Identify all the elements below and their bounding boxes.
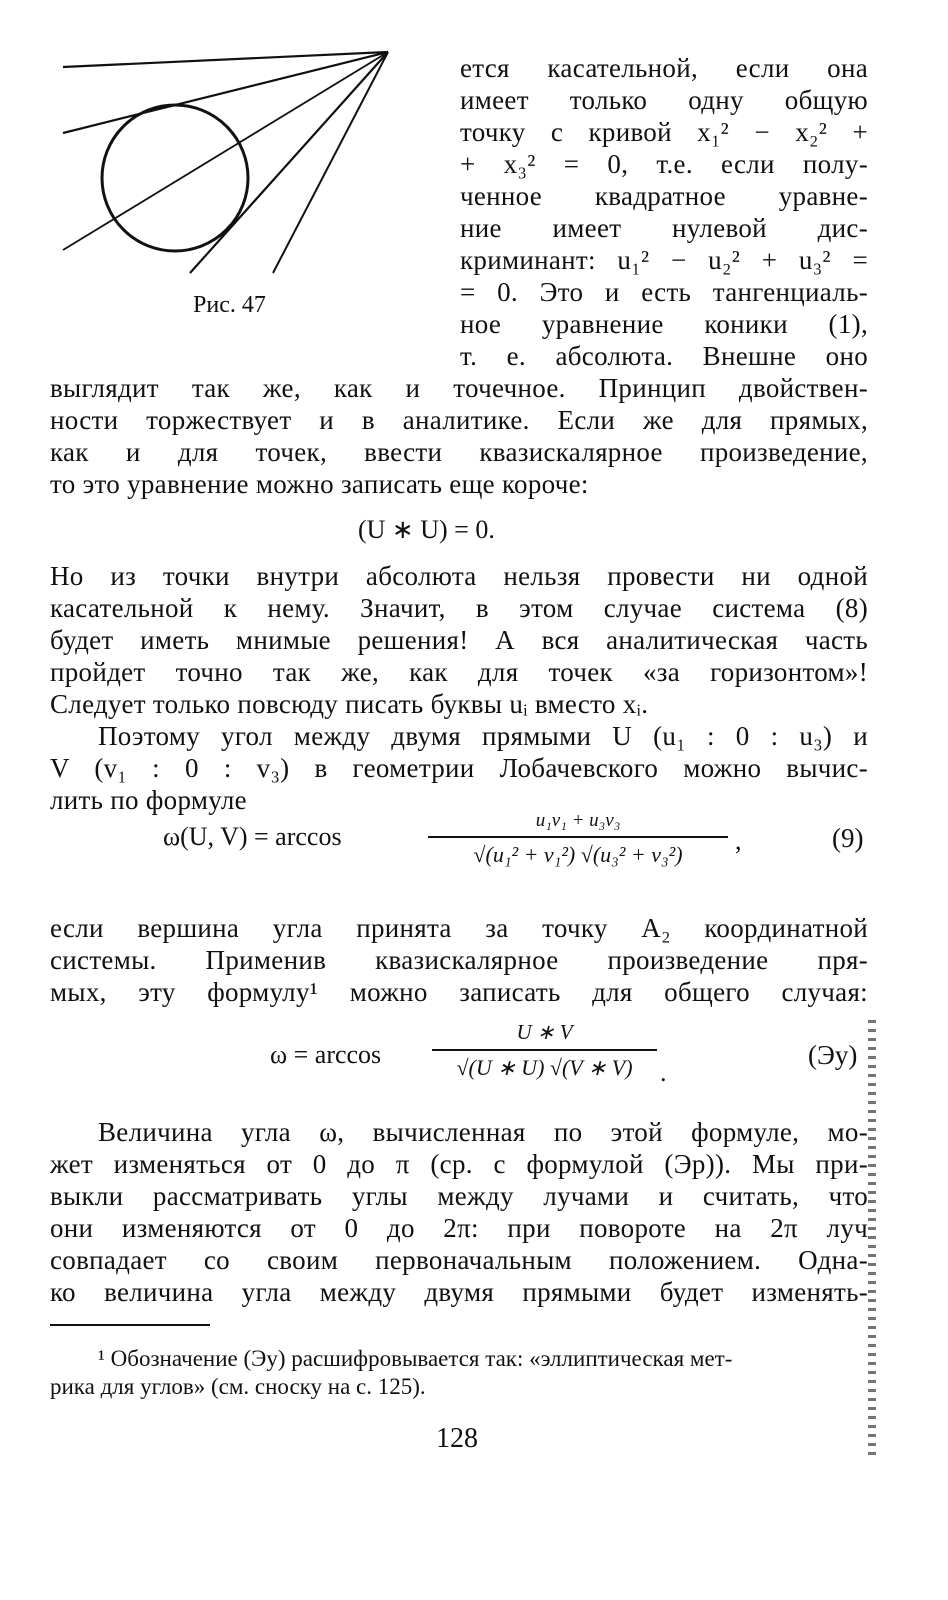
text-line: если вершина угла принята за точку A₂ координатной xyxy=(50,913,868,943)
text-line: системы. Применив квазискалярное произведение пря- xyxy=(50,945,868,975)
figure-caption: Рис. 47 xyxy=(193,292,266,318)
text-line: выкли рассматривать углы между лучами и считать, что xyxy=(50,1181,868,1211)
equation-9-comma: , xyxy=(735,826,742,855)
text-line: Но из точки внутри абсолюта нельзя провести ни одной xyxy=(50,561,868,591)
text-line: ченное квадратное уравне- xyxy=(460,181,868,211)
text-line: Величина угла ω, вычисленная по этой формуле, мо- xyxy=(98,1117,868,1147)
text-line: лить по формуле xyxy=(50,785,247,815)
text-line: то это уравнение можно записать еще короче: xyxy=(50,469,589,499)
text-line: ние имеет нулевой дис- xyxy=(460,213,868,243)
figure-secant-line xyxy=(63,52,388,250)
text-line: касательной к нему. Значит, в этом случае система (8) xyxy=(50,593,868,623)
text-line: т. е. абсолюта. Внешне оно xyxy=(460,341,868,371)
equation-9-numerator: u₁v₁ + u₃v₃ xyxy=(535,810,621,831)
equation-9-fraction xyxy=(428,810,728,868)
scan-edge-artifact xyxy=(868,1020,876,1460)
text-line: Поэтому угол между двумя прямыми U (u₁ : 0 : u₃) и xyxy=(98,721,868,751)
text-line: имеет только одну общую xyxy=(460,85,868,115)
equation-9-denominator: √(u₁² + v₁²) √(u₃² + v₃²) xyxy=(473,842,683,867)
text-line: V (v₁ : 0 : v₃) в геометрии Лобачевского можно вычис- xyxy=(50,753,868,783)
text-line: ное уравнение коники (1), xyxy=(460,309,868,339)
text-line: ности торжествует и в аналитике. Если же для прямых, xyxy=(50,405,868,435)
equation-eu-fraction xyxy=(432,1020,657,1081)
equation-eu-label: (Эу) xyxy=(808,1040,858,1070)
fraction-bar xyxy=(432,1049,657,1051)
text-line: как и для точек, ввести квазискалярное произведение, xyxy=(50,437,868,467)
figure-47 xyxy=(55,45,400,285)
text-line: ется касательной, если она xyxy=(460,53,868,83)
fraction-bar xyxy=(428,836,728,838)
figure-tangent-line-lower xyxy=(190,52,388,273)
text-line: мых, эту формулу¹ можно записать для общего случая: xyxy=(50,977,868,1007)
footnote-line: рика для углов» (см. сноску на с. 125). xyxy=(50,1374,426,1399)
equation-9-label: (9) xyxy=(832,823,864,853)
text-line: они изменяются от 0 до 2π: при повороте на 2π луч xyxy=(50,1213,868,1243)
equation-9-lhs: ω(U, V) = arccos xyxy=(163,822,342,851)
equation-eu-lhs: ω = arccos xyxy=(270,1040,382,1069)
text-line: жет изменяться от 0 до π (ср. с формулой (Эр)). Мы при- xyxy=(50,1149,868,1179)
figure-circle xyxy=(102,105,248,251)
text-line: криминант: u₁² − u₂² + u₃² = xyxy=(460,245,868,275)
equation-eu-numerator: U ∗ V xyxy=(516,1020,573,1044)
text-line: совпадает со своим первоначальным положением. Одна- xyxy=(50,1245,868,1275)
text-line: ко величина угла между двумя прямыми будет изменять- xyxy=(50,1277,868,1307)
text-line: Следует только повсюду писать буквы uᵢ вместо xᵢ. xyxy=(50,689,649,719)
page-number: 128 xyxy=(436,1423,478,1454)
text-line: = 0. Это и есть тангенциаль- xyxy=(460,277,868,307)
text-line: пройдет точно так же, как для точек «за горизонтом»! xyxy=(50,657,868,687)
equation-eu-denominator: √(U ∗ U) √(V ∗ V) xyxy=(456,1055,633,1080)
footnote-rule xyxy=(50,1324,210,1326)
equation-uu: (U ∗ U) = 0. xyxy=(358,515,495,544)
text-line: + x₃² = 0, т.е. если полу- xyxy=(460,149,868,179)
text-line: точку с кривой x₁² − x₂² + xyxy=(460,117,868,147)
text-line: выглядит так же, как и точечное. Принцип двойствен- xyxy=(50,373,868,403)
equation-eu-dot: . xyxy=(660,1058,667,1087)
text-line: будет иметь мнимые решения! А вся аналитическая часть xyxy=(50,625,868,655)
footnote-line: ¹ Обозначение (Эу) расшифровывается так: «эллиптическая мет- xyxy=(98,1346,733,1371)
